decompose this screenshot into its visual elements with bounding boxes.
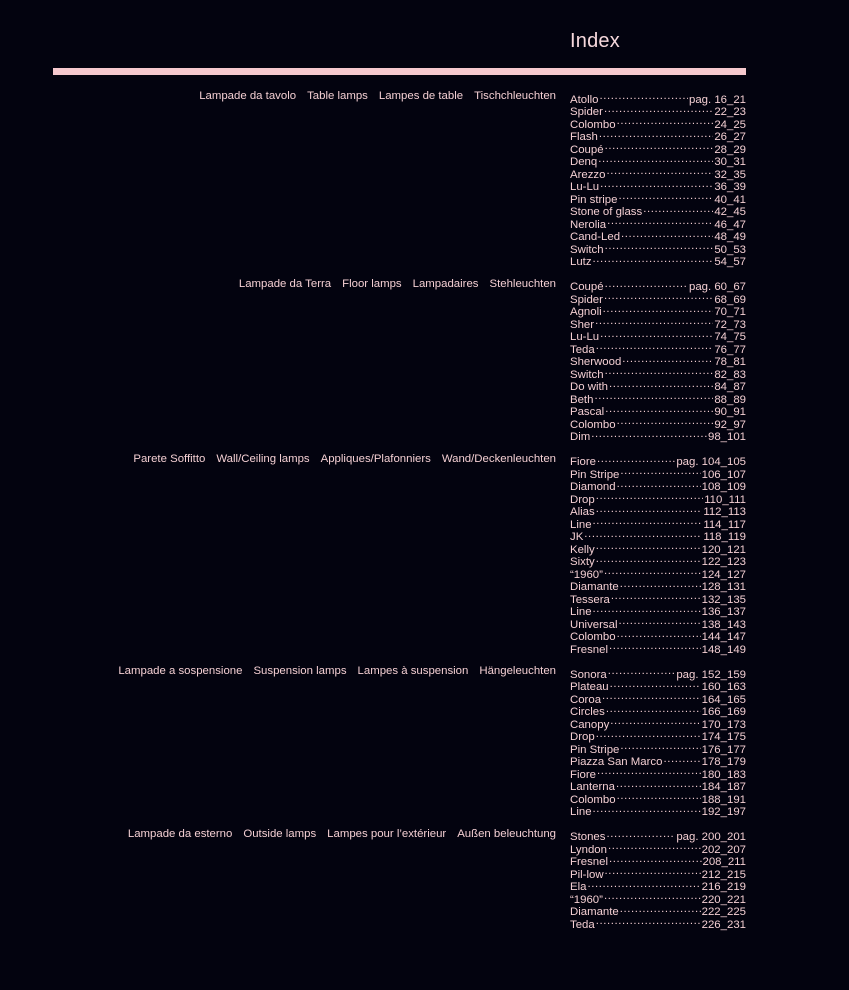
entry-page-range: 184_187 (701, 781, 746, 793)
dot-leader (596, 503, 703, 516)
dot-leader (604, 103, 713, 116)
entry-name: Coroa (570, 693, 602, 706)
entry-page-range: 92_97 (714, 418, 746, 431)
entry-name: Canopy (570, 718, 610, 731)
entry-name: Lu-Lu (570, 331, 600, 343)
dot-leader (600, 178, 713, 191)
entry-name: Sherwood (570, 356, 622, 368)
dot-leader (600, 328, 713, 341)
index-section (53, 827, 746, 931)
dot-leader (599, 128, 713, 141)
dot-leader (606, 165, 713, 178)
entry-name: Piazza San Marco (570, 756, 663, 768)
entry-name: Lu-Lu (570, 181, 600, 193)
entry-name: JK (570, 531, 584, 543)
category-label: Floor lamps (342, 277, 402, 290)
dot-leader (609, 378, 713, 391)
entry-name: Teda (570, 918, 595, 931)
dot-leader (600, 90, 688, 103)
entry-page-range: 192_197 (701, 806, 746, 818)
dot-leader (643, 203, 713, 216)
entry-page-range: 84_87 (714, 381, 746, 393)
entry-name: Fiore (570, 456, 596, 468)
dot-leader (596, 553, 701, 566)
entry-name: Pin Stripe (570, 743, 620, 756)
entry-page-range: 166_169 (701, 706, 746, 718)
dot-leader (620, 903, 701, 916)
entry-page-range: 170_173 (701, 718, 746, 731)
entry-name: Colombo (570, 631, 616, 643)
dot-leader (603, 303, 714, 316)
entry-page-range: 112_113 (703, 506, 746, 518)
entry-list (570, 278, 746, 441)
entry-page-range: 32_35 (714, 168, 746, 181)
category-label: Outside lamps (243, 827, 317, 840)
entry-name: Spider (570, 293, 603, 306)
entry-name: Diamond (570, 481, 616, 493)
category-label: Lampade da tavolo (199, 90, 297, 102)
entry-name: Line (570, 806, 592, 818)
index-section (53, 90, 746, 268)
entry-name: Switch (570, 368, 604, 381)
category-label: Außen beleuchtung (457, 827, 556, 840)
dot-leader (605, 240, 714, 253)
entry-name: Pascal (570, 406, 605, 418)
entry-name: Colombo (570, 418, 616, 431)
entry-page-range: 176_177 (701, 743, 746, 756)
category-labels (53, 90, 570, 265)
entry-name: Flash (570, 131, 598, 143)
entry-page-range: 124_127 (701, 568, 746, 581)
dot-leader (593, 603, 701, 616)
header-rule (53, 68, 746, 75)
category-label: Wall/Ceiling lamps (216, 452, 310, 465)
entry-page-range: 54_57 (714, 256, 746, 268)
dot-leader (605, 140, 714, 153)
dot-leader (620, 578, 701, 591)
dot-leader (611, 590, 701, 603)
entry-page-range: 114_117 (703, 518, 746, 531)
entry-name: Sonora (570, 668, 607, 681)
dot-leader (604, 890, 701, 903)
entry-page-range: 98_101 (707, 431, 746, 443)
entry-page-range: 22_23 (714, 106, 746, 118)
entry-page-range: 128_131 (701, 581, 746, 593)
dot-leader (596, 540, 701, 553)
category-label: Hängeleuchten (479, 665, 556, 677)
dot-leader (663, 753, 700, 766)
entry-page-range: 164_165 (701, 693, 746, 706)
category-label: Table lamps (307, 90, 368, 102)
dot-leader (605, 403, 713, 416)
entry-name: Lyndon (570, 843, 607, 856)
index-section (53, 278, 746, 441)
entry-page-range: 212_215 (701, 868, 746, 881)
dot-leader (608, 840, 701, 853)
dot-leader (622, 353, 713, 366)
entry-page-range: 222_225 (701, 906, 746, 918)
dot-leader (609, 853, 702, 866)
index-entry (570, 665, 746, 681)
category-label: Suspension lamps (253, 665, 347, 677)
dot-leader (618, 190, 713, 203)
category-label: Wand/Deckenleuchten (441, 452, 556, 465)
entry-name: Do with (570, 381, 608, 393)
dot-leader (584, 528, 702, 541)
entry-page-range: 28_29 (714, 143, 746, 156)
dot-leader (620, 740, 700, 753)
dot-leader (610, 715, 700, 728)
entry-list (570, 90, 746, 268)
dot-leader (610, 678, 701, 691)
entry-page-range: 26_27 (714, 131, 746, 143)
entry-page-range: 220_221 (701, 893, 746, 906)
entry-name: Pil-low (570, 868, 604, 881)
entry-name: Universal (570, 618, 618, 631)
entry-page-range: 78_81 (714, 356, 746, 368)
dot-leader (604, 290, 713, 303)
entry-page-range: 24_25 (714, 118, 746, 131)
category-labels (53, 453, 570, 653)
category-label: Lampes de table (378, 90, 464, 102)
entry-name: Spider (570, 106, 603, 118)
dot-leader (605, 865, 701, 878)
entry-page-range: 72_73 (714, 318, 746, 331)
entry-name: Coupé (570, 281, 604, 293)
entry-page-range: 46_47 (714, 218, 746, 231)
entry-name: Fiore (570, 768, 596, 781)
dot-leader (607, 215, 713, 228)
dot-leader (617, 478, 701, 491)
dot-leader (617, 415, 714, 428)
entry-name: Lutz (570, 256, 592, 268)
entry-name: Line (570, 606, 592, 618)
dot-leader (596, 728, 701, 741)
entry-page-range: 136_137 (701, 606, 746, 618)
entry-page-range: 48_49 (714, 231, 746, 243)
entry-name: Colombo (570, 793, 616, 806)
index-sections (53, 90, 746, 940)
dot-leader (617, 115, 714, 128)
entry-page-range: pag. 104_105 (676, 456, 746, 468)
entry-name: Coupé (570, 143, 604, 156)
category-labels (53, 278, 570, 441)
entry-list (570, 665, 746, 818)
entry-name: Kelly (570, 543, 595, 556)
entry-page-range: 50_53 (714, 243, 746, 256)
entry-page-range: 82_83 (714, 368, 746, 381)
entry-page-range: pag. 16_21 (688, 93, 746, 106)
entry-page-range: 160_163 (701, 681, 746, 693)
entry-name: “1960” (570, 893, 603, 906)
entry-name: Teda (570, 343, 595, 356)
dot-leader (593, 515, 703, 528)
entry-name: Circles (570, 706, 605, 718)
dot-leader (606, 828, 675, 841)
dot-leader (602, 690, 701, 703)
entry-page-range: 106_107 (701, 468, 746, 481)
category-label: Lampes pour l’extérieur (327, 827, 447, 840)
entry-name: Diamante (570, 906, 619, 918)
entry-page-range: 178_179 (701, 756, 746, 768)
entry-page-range: 180_183 (701, 768, 746, 781)
dot-leader (617, 790, 701, 803)
dot-leader (621, 228, 713, 241)
entry-name: Beth (570, 393, 594, 406)
index-entry (570, 90, 746, 106)
entry-name: “1960” (570, 568, 603, 581)
category-labels (53, 828, 570, 928)
entry-name: Ela (570, 881, 587, 893)
entry-name: Agnoli (570, 306, 602, 318)
entry-name: Stone of glass (570, 206, 643, 218)
entry-page-range: 68_69 (714, 293, 746, 306)
entry-page-range: 148_149 (701, 643, 746, 656)
entry-name: Sixty (570, 556, 595, 568)
entry-page-range: 174_175 (701, 731, 746, 743)
dot-leader (605, 365, 714, 378)
entry-name: Alias (570, 506, 595, 518)
dot-leader (591, 428, 707, 441)
entry-name: Tessera (570, 593, 610, 606)
dot-leader (605, 278, 688, 291)
entry-page-range: 30_31 (714, 156, 746, 168)
entry-name: Line (570, 518, 592, 531)
dot-leader (587, 878, 700, 891)
entry-list (570, 828, 746, 931)
entry-page-range: 216_219 (701, 881, 746, 893)
category-label: Lampes à suspension (357, 665, 469, 677)
entry-page-range: 202_207 (701, 843, 746, 856)
entry-page-range: 42_45 (714, 206, 746, 218)
entry-name: Fresnel (570, 856, 608, 868)
category-label: Tischchleuchten (474, 90, 556, 102)
entry-name: Dim (570, 431, 591, 443)
index-section (53, 665, 746, 818)
entry-page-range: 110_111 (704, 493, 746, 506)
entry-page-range: 108_109 (701, 481, 746, 493)
dot-leader (608, 665, 676, 678)
entry-page-range: 90_91 (714, 406, 746, 418)
entry-page-range: pag. 200_201 (676, 831, 746, 843)
dot-leader (596, 490, 703, 503)
entry-page-range: 144_147 (701, 631, 746, 643)
entry-page-range: 132_135 (701, 593, 746, 606)
entry-name: Sher (570, 318, 595, 331)
dot-leader (620, 465, 700, 478)
entry-page-range: pag. 60_67 (688, 281, 746, 293)
entry-name: Plateau (570, 681, 609, 693)
dot-leader (595, 315, 713, 328)
dot-leader (604, 565, 701, 578)
entry-name: Denq (570, 156, 598, 168)
entry-name: Atollo (570, 93, 599, 106)
entry-list (570, 453, 746, 656)
entry-page-range: 226_231 (701, 918, 746, 931)
entry-page-range: 138_143 (701, 618, 746, 631)
entry-name: Pin Stripe (570, 468, 620, 481)
entry-name: Colombo (570, 118, 616, 131)
entry-name: Drop (570, 493, 595, 506)
dot-leader (596, 340, 714, 353)
category-label: Lampadaires (412, 277, 479, 290)
entry-name: Nerolia (570, 218, 607, 231)
entry-page-range: 88_89 (714, 393, 746, 406)
dot-leader (606, 703, 701, 716)
entry-name: Fresnel (570, 643, 608, 656)
category-labels (53, 665, 570, 815)
category-label: Lampade a sospensione (118, 665, 243, 677)
dot-leader (598, 153, 713, 166)
entry-name: Arezzo (570, 168, 606, 181)
category-label: Stehleuchten (489, 277, 556, 290)
dot-leader (618, 615, 700, 628)
category-label: Appliques/Plafonniers (320, 452, 431, 465)
entry-name: Cand-Led (570, 231, 621, 243)
index-entry (570, 453, 746, 466)
entry-name: Lanterna (570, 781, 615, 793)
entry-page-range: pag. 152_159 (676, 668, 746, 681)
entry-page-range: 122_123 (701, 556, 746, 568)
entry-page-range: 120_121 (701, 543, 746, 556)
dot-leader (596, 915, 701, 928)
entry-page-range: 36_39 (714, 181, 746, 193)
entry-page-range: 188_191 (701, 793, 746, 806)
index-entry (570, 278, 746, 291)
index-section (53, 452, 746, 656)
dot-leader (597, 453, 675, 466)
entry-page-range: 208_211 (702, 856, 746, 868)
dot-leader (617, 628, 701, 641)
dot-leader (609, 640, 701, 653)
dot-leader (597, 765, 701, 778)
entry-page-range: 70_71 (714, 306, 746, 318)
entry-page-range: 76_77 (714, 343, 746, 356)
entry-name: Diamante (570, 581, 619, 593)
page-title: Index (570, 30, 620, 52)
entry-page-range: 74_75 (714, 331, 746, 343)
entry-name: Pin stripe (570, 193, 618, 206)
category-label: Lampade da Terra (238, 277, 332, 290)
dot-leader (593, 803, 701, 816)
dot-leader (594, 390, 713, 403)
dot-leader (616, 778, 701, 791)
index-entry (570, 828, 746, 841)
entry-page-range: 40_41 (714, 193, 746, 206)
entry-page-range: 118_119 (703, 531, 746, 543)
dot-leader (593, 253, 714, 266)
entry-name: Drop (570, 731, 595, 743)
category-label: Lampade da esterno (127, 827, 233, 840)
entry-name: Switch (570, 243, 604, 256)
entry-name: Stones (570, 831, 606, 843)
category-label: Parete Soffitto (133, 452, 206, 465)
